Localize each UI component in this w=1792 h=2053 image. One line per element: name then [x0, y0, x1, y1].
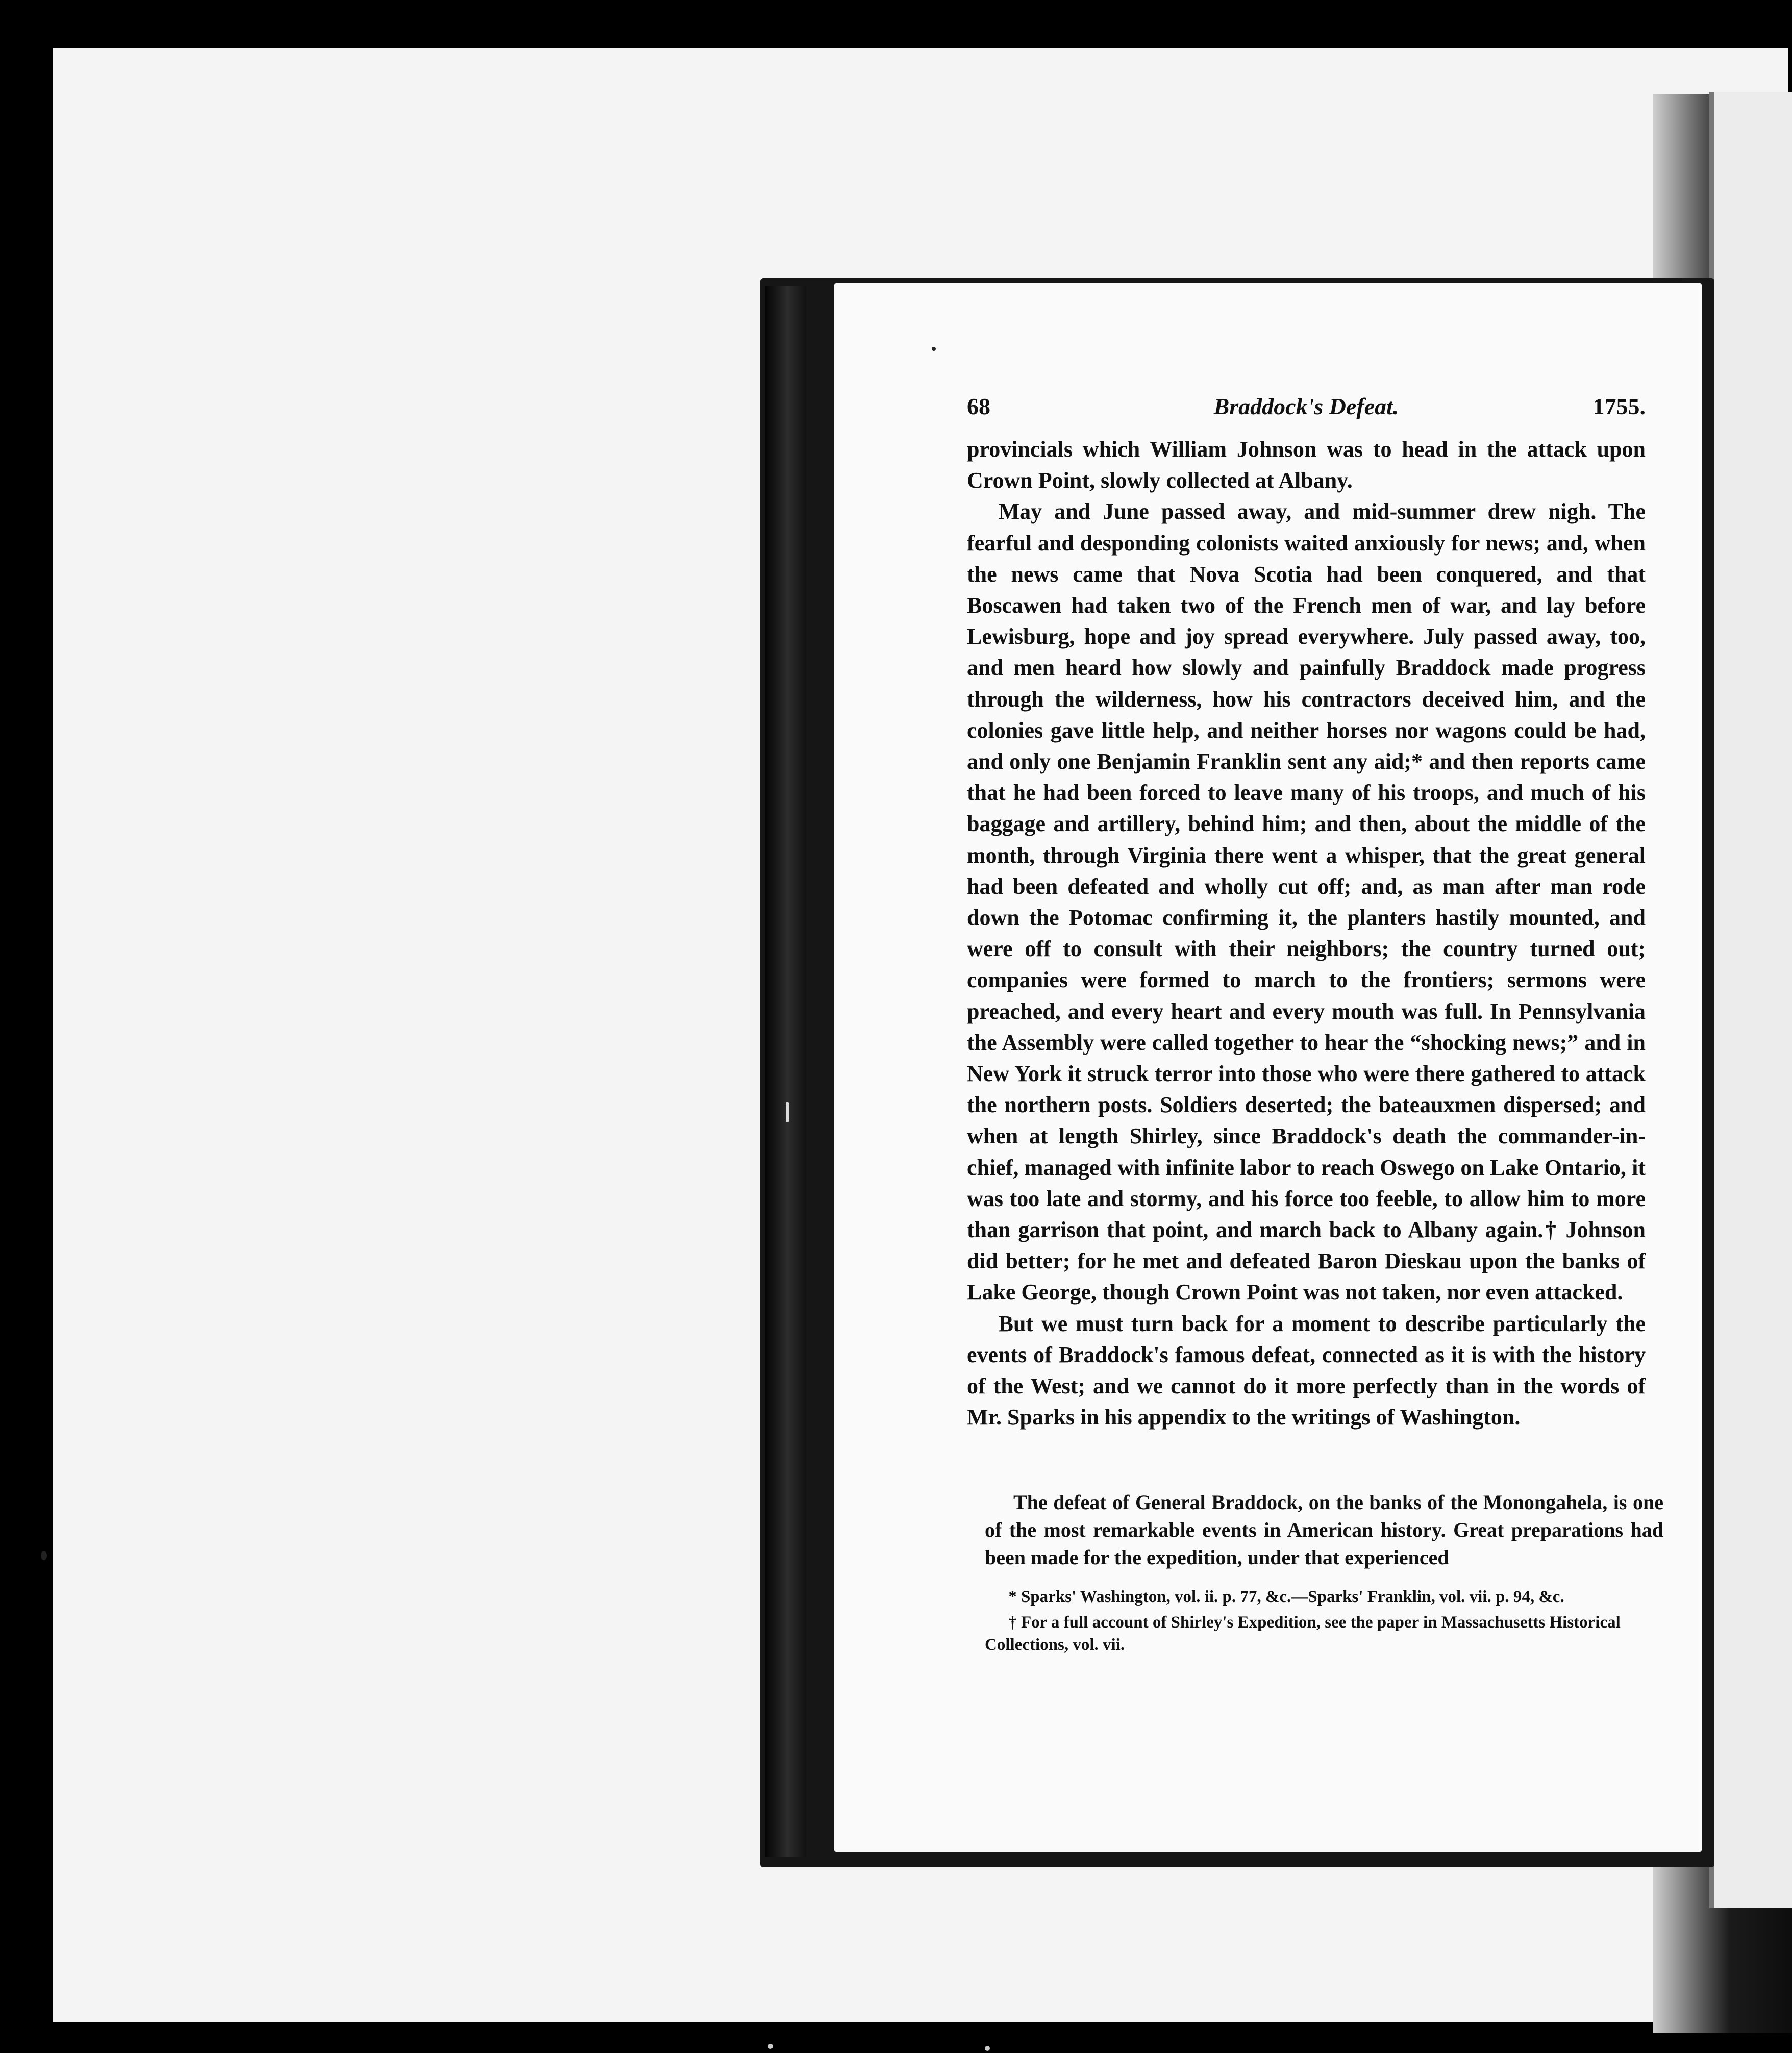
paragraph: provincials which William Johnson was to head in the attack upon Crown Point, slowly collected at Albany. [967, 437, 1646, 493]
facing-page-edge [1709, 92, 1792, 1908]
quoted-passage: The defeat of General Braddock, on the banks of the Monongahela, is one of the most remarkable events in American history. Great preparations had been made for the expedition, under that experienced [985, 1491, 1663, 1569]
paragraph: May and June passed away, and mid-summer drew nigh. The fearful and desponding colonists waited anxiously for news; and, when the news came that Nova Scotia had been conquered, and that Boscawen had taken two of the French men of war, and lay before Lewisburg, hope and joy spread everywhere. July passed away, too, and men heard how slowly and painfully Braddock made progress through the wilderness, how his contractors deceived him, and the colonies gave little help, and neither horses nor wagons could be had, and only one Benjamin Franklin sent any aid;* and then reports came that he had been forced to leave many of his troops, and much of his baggage and artillery, behind him; and then, about the middle of the month, through Virginia there went a whisper, that the great general had been defeated and wholly cut off; and, as man after man rode down the Potomac confirming it, the planters hastily mounted, and were off to consult with their neighbors; the country turned out; companies were formed to march to the frontiers; sermons were preached, and every heart and every mouth was full. In Pennsylvania the Assembly were called together to hear the “shocking news;” and in New York it struck terror into those who were there gathered to attack the northern posts. Soldiers deserted; the bateauxmen dispersed; and when at length Shirley, since Braddock's death the commander-in-chief, managed with infinite labor to reach Oswego on Lake Ontario, it was too late and stormy, and his force too feeble, to allow him to more than garrison that point, and march back to Albany again.† Johnson did better; for he met and defeated Baron Dieskau upon the banks of Lake George, though Crown Point was not taken, nor even attacked. [967, 499, 1646, 1305]
footnote: † For a full account of Shirley's Expedition, see the paper in Massachusetts Historical Collections, vol. vii. [985, 1613, 1621, 1654]
footnote: * Sparks' Washington, vol. ii. p. 77, &c.—Sparks' Franklin, vol. vii. p. 94, &c. [1008, 1588, 1564, 1606]
scan-dot [985, 2046, 990, 2051]
page-number: 68 [967, 393, 990, 419]
scan-speck [41, 1551, 47, 1560]
footnotes [985, 1586, 1663, 1659]
scan-speck [786, 1102, 789, 1122]
book-spine-edge [765, 286, 806, 1857]
scan-speck [932, 347, 936, 351]
scan-dot [768, 2044, 773, 2049]
running-title: Braddock's Defeat. [1213, 393, 1399, 419]
header-year: 1755. [1592, 393, 1646, 419]
paragraph: But we must turn back for a moment to describe particularly the events of Braddock's famous defeat, connected as it is with the history of the West; and we cannot do it more perfectly than in the words of Mr. Sparks in his appendix to the writings of Washington. [967, 1311, 1646, 1430]
running-header [967, 393, 1646, 439]
main-text [967, 434, 1646, 1433]
